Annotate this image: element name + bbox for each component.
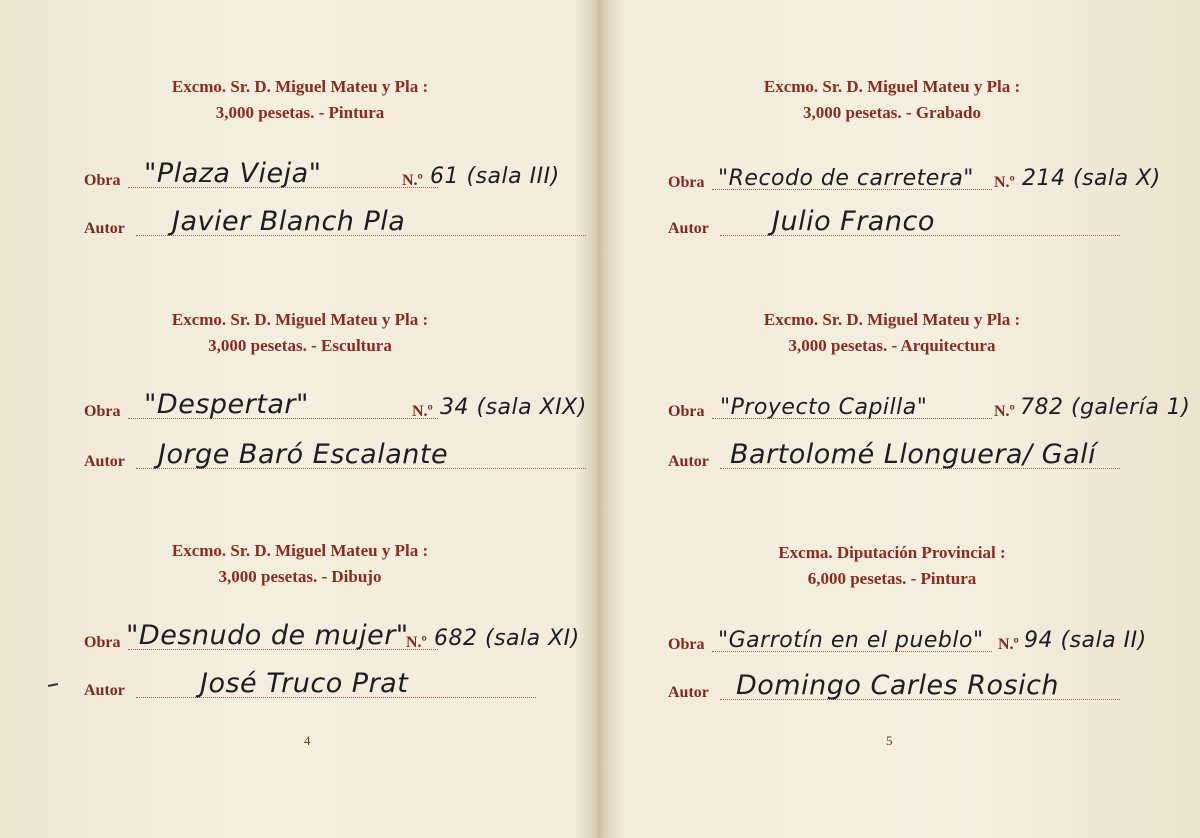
page-number: 4 <box>304 733 311 748</box>
autor-name: Jorge Baró Escalante <box>158 439 449 470</box>
numero-label: N.º <box>994 174 1015 191</box>
obra-title: "Plaza Vieja" <box>144 158 322 189</box>
prize-line: 3,000 pesetas. - Escultura <box>208 336 392 355</box>
donor-line: Excmo. Sr. D. Miguel Mateu y Pla : <box>171 541 429 560</box>
autor-name: Bartolomé Llonguera/ Galí <box>730 439 1097 470</box>
prize-line: 3,000 pesetas. - Grabado <box>802 103 982 122</box>
autor-field <box>668 196 1188 240</box>
award-heading <box>0 307 600 359</box>
obra-label: Obra <box>84 403 121 420</box>
autor-name: Javier Blanch Pla <box>172 206 406 237</box>
obra-label: Obra <box>668 174 705 191</box>
obra-title: "Proyecto Capilla" <box>720 395 928 420</box>
autor-name: Julio Franco <box>772 206 935 237</box>
numero-value: 782 (galería 1) <box>1020 395 1191 420</box>
prize-line: 3,000 pesetas. - Dibujo <box>218 567 382 586</box>
donor-line: Excmo. Sr. D. Miguel Mateu y Pla : <box>763 77 1021 96</box>
prize-line: 3,000 pesetas. - Pintura <box>215 103 385 122</box>
numero-value: 682 (sala XI) <box>434 626 580 651</box>
obra-label: Obra <box>668 403 705 420</box>
donor-line: Excmo. Sr. D. Miguel Mateu y Pla : <box>763 310 1021 329</box>
autor-label: Autor <box>668 453 709 470</box>
award-heading <box>592 74 1192 126</box>
page-number: 5 <box>886 733 893 748</box>
award-heading <box>592 307 1192 359</box>
numero-label: N.º <box>406 634 427 651</box>
autor-label: Autor <box>84 453 125 470</box>
autor-field <box>668 429 1188 473</box>
award-heading <box>592 540 1192 592</box>
numero-value: 34 (sala XIX) <box>440 395 587 420</box>
autor-field <box>668 660 1188 704</box>
autor-label: Autor <box>84 682 125 699</box>
obra-title: "Desnudo de mujer" <box>126 620 409 651</box>
prize-line: 6,000 pesetas. - Pintura <box>807 569 977 588</box>
right-page <box>600 0 1200 838</box>
numero-value: 214 (sala X) <box>1022 166 1161 191</box>
obra-title: "Despertar" <box>144 389 309 420</box>
autor-name: Domingo Carles Rosich <box>736 670 1060 701</box>
autor-field <box>84 658 584 702</box>
autor-label: Autor <box>668 684 709 701</box>
award-heading <box>0 74 600 126</box>
autor-field <box>84 196 584 240</box>
obra-title: "Recodo de carretera" <box>718 166 974 191</box>
obra-label: Obra <box>668 636 705 653</box>
obra-field <box>668 150 1188 194</box>
autor-name: José Truco Prat <box>200 668 409 699</box>
obra-field <box>668 612 1188 656</box>
obra-field <box>84 379 587 423</box>
autor-label: Autor <box>84 220 125 237</box>
obra-field <box>84 610 584 654</box>
autor-label: Autor <box>668 220 709 237</box>
numero-label: N.º <box>994 403 1015 420</box>
donor-line: Excmo. Sr. D. Miguel Mateu y Pla : <box>171 77 429 96</box>
donor-line: Excmo. Sr. D. Miguel Mateu y Pla : <box>171 310 429 329</box>
award-heading <box>0 538 600 590</box>
numero-value: 94 (sala II) <box>1024 628 1147 653</box>
autor-field <box>84 429 584 473</box>
donor-line: Excma. Diputación Provincial : <box>778 543 1006 562</box>
obra-field <box>84 148 584 192</box>
obra-label: Obra <box>84 634 121 651</box>
numero-label: N.º <box>998 636 1019 653</box>
numero-value: 61 (sala III) <box>430 164 560 189</box>
obra-field <box>668 379 1191 423</box>
numero-label: N.º <box>402 172 423 189</box>
numero-label: N.º <box>412 403 433 420</box>
obra-title: "Garrotín en el pueblo" <box>718 628 984 653</box>
obra-label: Obra <box>84 172 121 189</box>
ink-mark <box>48 683 58 687</box>
prize-line: 3,000 pesetas. - Arquitectura <box>788 336 996 355</box>
